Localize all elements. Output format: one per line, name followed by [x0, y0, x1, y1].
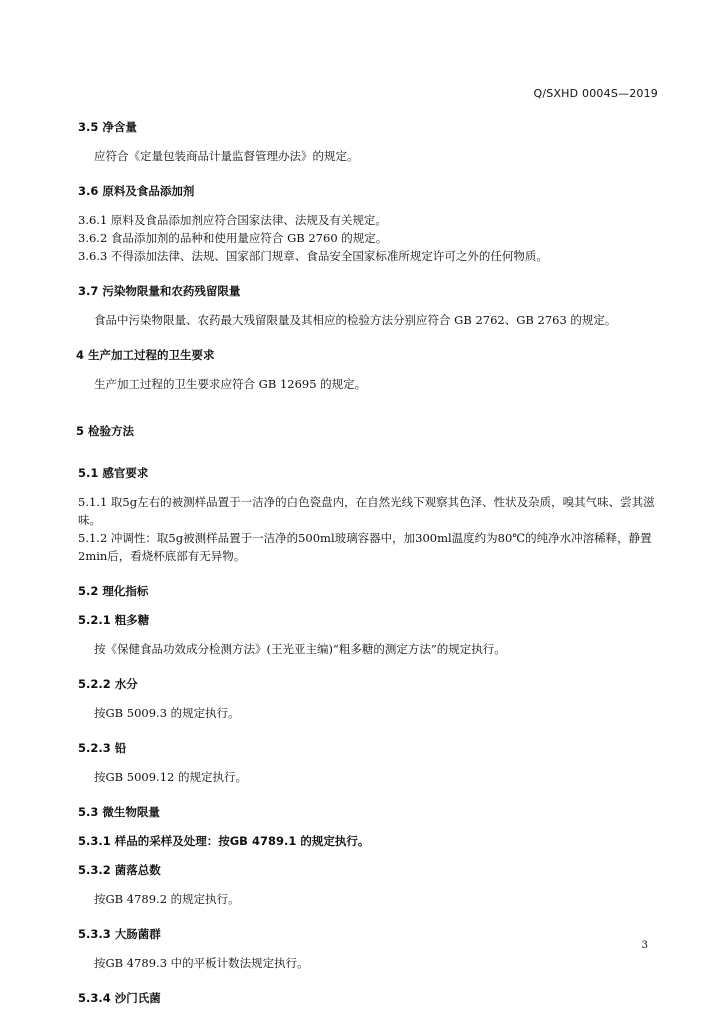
subsection-heading: 5.3.3 大肠菌群	[78, 927, 161, 941]
section-heading: 5.3 微生物限量	[78, 805, 160, 819]
chapter-heading: 5 检验方法	[76, 424, 135, 438]
clause: 3.6.1 原料及食品添加剂应符合国家法律、法规及有关规定。	[78, 213, 387, 227]
section-heading: 5.1 感官要求	[78, 466, 149, 480]
subsection-heading: 5.3.4 沙门氏菌	[78, 991, 161, 1005]
section-heading: 3.7 污染物限量和农药残留限量	[78, 284, 241, 298]
paragraph: 应符合《定量包装商品计量监督管理办法》的规定。	[94, 149, 359, 163]
subsection-heading: 5.2.3 铅	[78, 741, 127, 755]
paragraph: 按GB 4789.2 的规定执行。	[94, 892, 240, 906]
document-code: Q/SXHD 0004S—2019	[533, 87, 658, 100]
paragraph: 按GB 5009.3 的规定执行。	[94, 706, 240, 720]
section-heading: 5.2 理化指标	[78, 584, 149, 598]
chapter-heading: 4 生产加工过程的卫生要求	[76, 348, 215, 362]
page-number: 3	[641, 940, 648, 951]
clause: 5.1.1 取5g左右的被测样品置于一洁净的白色瓷盘内，在自然光线下观察其色泽、性状及杂质，嗅其气味、尝其滋味。	[78, 495, 655, 527]
paragraph: 生产加工过程的卫生要求应符合 GB 12695 的规定。	[94, 377, 367, 391]
subsection-heading: 5.2.2 水分	[78, 677, 138, 691]
paragraph: 按GB 4789.3 中的平板计数法规定执行。	[94, 956, 309, 970]
clause: 3.6.3 不得添加法律、法规、国家部门规章、食品安全国家标准所规定许可之外的任何物质。	[78, 249, 548, 263]
clause: 5.1.2 冲调性：取5g被测样品置于一洁净的500ml玻璃容器中，加300ml温度约为80℃的纯净水冲溶稀释，静置2min后，看烧杯底部有无异物。	[78, 531, 652, 563]
paragraph: 按GB 5009.12 的规定执行。	[94, 770, 248, 784]
paragraph: 食品中污染物限量、农药最大残留限量及其相应的检验方法分别应符合 GB 2762、GB 2763 的规定。	[94, 313, 617, 327]
clause: 3.6.2 食品添加剂的品种和使用量应符合 GB 2760 的规定。	[78, 231, 388, 245]
subsection-heading: 5.2.1 粗多糖	[78, 613, 150, 627]
subsection-heading: 5.3.2 菌落总数	[78, 863, 161, 877]
section-heading: 3.6 原料及食品添加剂	[78, 184, 195, 198]
subsection-heading: 5.3.1 样品的采样及处理：按GB 4789.1 的规定执行。	[78, 834, 370, 848]
section-heading: 3.5 净含量	[78, 120, 137, 134]
paragraph: 按《保健食品功效成分检测方法》(王光亚主编)“粗多糖的测定方法”的规定执行。	[94, 642, 506, 656]
document-body	[78, 118, 660, 1007]
